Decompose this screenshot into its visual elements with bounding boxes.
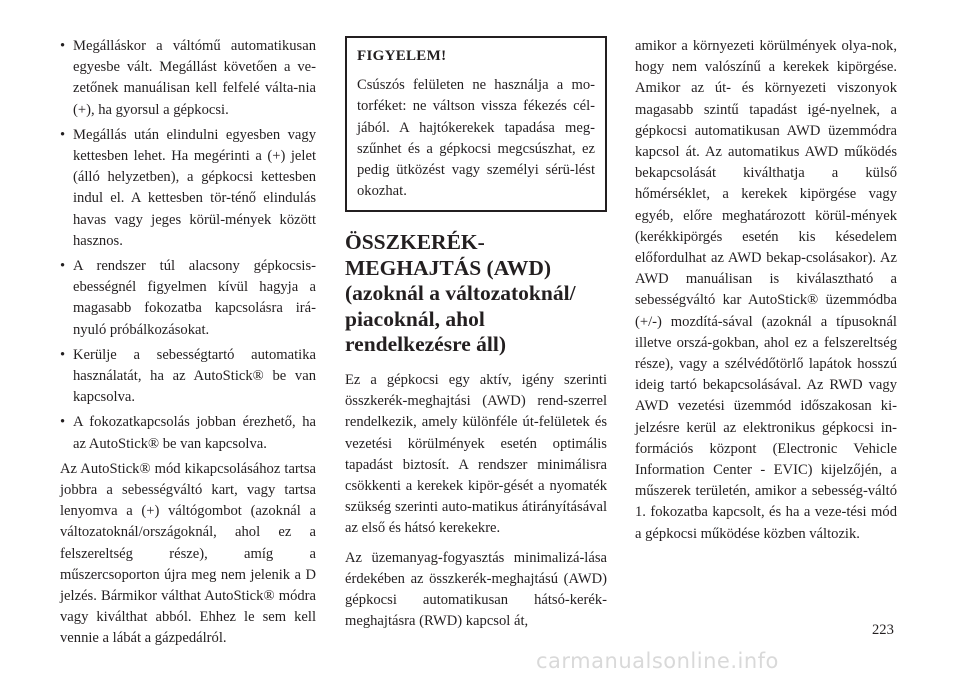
section-title-line: piacoknál, ahol [345,306,485,331]
list-item-text: • A fokozatkapcsolás jobban érezhető, ha az AutoStick® be van kapcsolva. [73,414,316,452]
page-number: 223 [872,622,894,638]
watermark: carmanualsonline.info [536,649,779,673]
warning-text: Csúszós felületen ne használja a mo-torféket: ne váltson vissza fékezés cél-jából. A hajtókerekek tapadása meg-szűnhet és a gépkocsi megcsúszhat, ez pedig ütközést vagy személyi sérü-lést okozhat. [357,77,595,200]
warning-title: FIGYELEM! [357,48,447,64]
list-item-text: • Megállás után elindulni egyesben vagy kettesben lehet. Ha megérinti a (+) jelet (álló helyzetben), a gépkocsi kettesben indul el. A kettesben tör-ténő elindulás havas vagy jeges körül-mények között hasznos. [73,126,316,249]
section-title-line: ÖSSZKERÉK- [345,230,485,255]
list-item-text: • A rendszer túl alacsony gépkocsis-ebességnél figyelmen kívül hagyja a magasabb fokozatba kapcsolásra irá-nyuló próbálkozásokat. [73,258,316,338]
list-item [60,125,316,252]
list-item-text: • Kerülje a sebességtartó automatika használatát, ha az AutoStick® be van kapcsolva. [73,346,316,406]
awd-intro-paragraph: Ez a gépkocsi egy aktív, igény szerinti összkerék-meghajtási (AWD) rend-szerrel rendelkezik, amely különféle út-felületek és vezetési körülmények esetén optimális tapadást biztosít. A rendszer minimálisra csökkenti a kerekek kipör-gését a nyomaték szükség szerinti auto-matikus átirányításával az első és hátsó kerekekre. [345,371,607,537]
section-title-line: rendelkezésre áll) [345,332,507,357]
bullet-list [60,36,316,455]
section-title-line: (azoknál a változatoknál/ [345,281,576,306]
list-item [60,36,316,121]
awd-fuel-paragraph: Az üzemanyag-fogyasztás minimalizá-lása érdekében az összkerék-meghajtású (AWD) gépkocsi automatikusan hátsó-kerék-meghajtásra (RWD) kapcsol át, [345,549,607,630]
autostick-paragraph: Az AutoStick® mód kikapcsolásához tartsa jobbra a sebességváltó kart, vagy tartsa lenyomva a (+) váltógombot (azoknál a változatoknál/országoknál, ahol ez a felszereltség része), amíg a műszercsoporton újra meg nem jelenik a D jelzés. Bármikor válthat AutoStick® módra vagy kiválthat abból. Ehhez le sem kell vennie a lábát a gázpedálról. [60,460,316,647]
section-title [345,230,607,358]
column-right [635,36,897,553]
list-item [60,256,316,341]
list-item [60,412,316,454]
list-item [60,345,316,409]
column-middle [345,36,607,640]
awd-continued-paragraph: amikor a környezeti körülmények olya-nok, hogy nem valószínű a kerekek kipörgése. Amikor az út- és környezeti viszonyok magasabb szintű tapadást igé-nyelnek, a gépkocsi automatikusan AWD üzemmódra kapcsol át. Az automatikus AWD működés bekapcsolását kiválthatja a külső hőmérséklet, a kerekek kipörgése vagy egyéb, előre meghatározott körül-mények (kerékkipörgés esetén kis késedelem előfordulhat az AWD bekap-csolásakor). Az AWD manuálisan is kiválasztható a sebességváltó kar AutoStick® üzemmódba (+/-) mozdítá-sával (azoknál a típusoknál illetve orszá-gokban, ahol ez a felszereltség része), vagy a szélvédőtörlő lapátok hosszú ideig tartó bekapcsolásával. Az RWD vagy AWD vezetési üzemmód időszakosan ki-jelzésre kerül az elektronikus gépkocsi in-formációs központ (Electronic Vehicle Information Center - EVIC) kijelzőjén, a műszerek területén, amikor a sebesség-váltó 1. fokozatba kapcsolt, és ha a veze-tési mód a gépkocsi működése közben változik. [635,38,897,542]
column-left [60,36,316,658]
list-item-text: • Megálláskor a váltómű automatikusan egyesbe vált. Megállást követően a ve-zetőnek manuálisan kell felfelé válta-nia (+), ha gyorsul a gépkocsi. [73,38,316,118]
warning-box [345,36,607,212]
section-title-line: MEGHAJTÁS (AWD) [345,255,552,280]
